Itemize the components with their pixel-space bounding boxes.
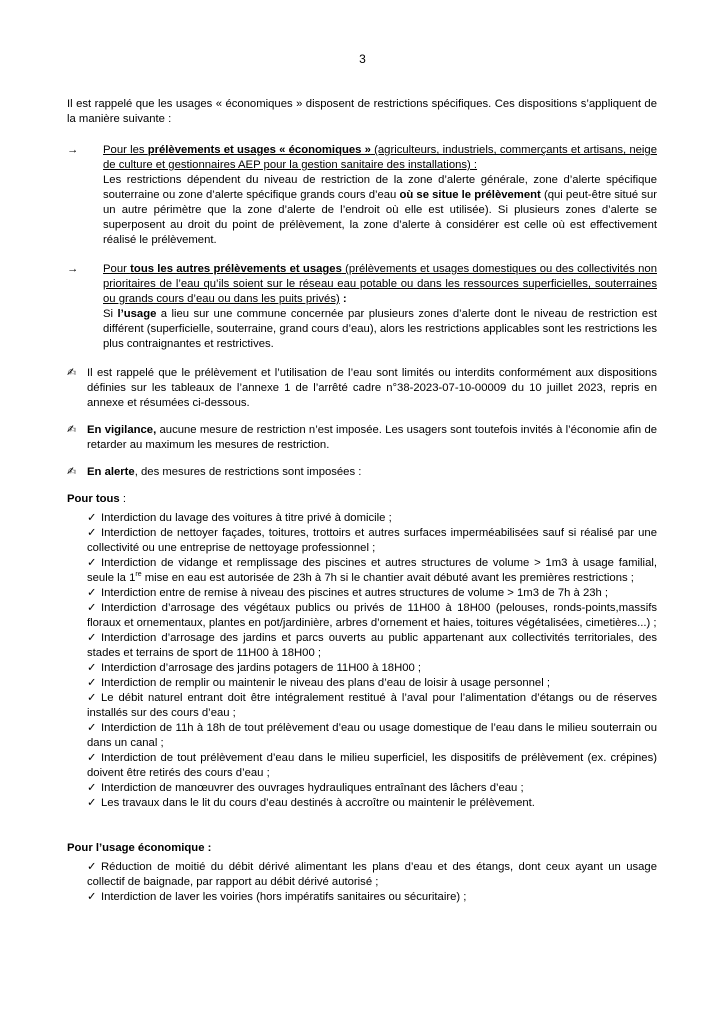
- check-icon: ✓: [87, 527, 97, 539]
- list-item: ✓ Interdiction de 11h à 18h de tout prélèvement d’eau ou usage domestique de l’eau dans le milieu souterrain ou dans un canal ;: [87, 722, 657, 749]
- list-item: ✓ Interdiction d’arrosage des végétaux publics ou privés de 11H00 à 18H00 (pelouses, ronds-points,massifs floraux et ornementaux, plantes en pot/jardinière, arbres d’ornement et haies, toitures végétalisées, cimetières...) ;: [87, 602, 657, 629]
- usage-economique-list: [67, 860, 657, 905]
- alerte-text: , des mesures de restrictions sont imposées :: [134, 466, 362, 478]
- vigilance-text: aucune mesure de restriction n’est imposée. Les usagers sont toutefois invités à l’économie afin de retarder au maximum les mesures de restriction.: [87, 424, 658, 451]
- check-icon: ✓: [87, 677, 97, 689]
- list-item: ✓ Interdiction d’arrosage des jardins potagers de 11H00 à 18H00 ;: [87, 662, 422, 674]
- pour-tous-list: [67, 511, 657, 811]
- other-usage-text: Si l’usage a lieu sur une commune concernée par plusieurs zones d’alerte dont le niveau de restriction est différent (superficielle, souterraine, grand cours d’eau), alors les restrictions applicables sont les restrictions les plus contraignantes et restrictives.: [103, 308, 657, 350]
- economic-usage-text: Les restrictions dépendent du niveau de restriction de la zone d’alerte générale, zone d’alerte spécifique souterraine ou zone d’alerte spécifique grands cours d’eau où se situe le prélèvement (qui peut-être situé sur un autre périmètre que la zone d’alerte de l’endroit où elle est utilisée). Si plusieurs zones d’alerte se superposent au droit du point de prélèvement, la zone d’alerte à considérer est celle où est effectivement réalisé le prélèvement.: [103, 174, 657, 246]
- alerte-label: En alerte: [87, 466, 135, 478]
- alerte-note: [67, 465, 657, 480]
- hand-point-icon: ✍: [67, 466, 77, 478]
- check-icon: ✓: [87, 512, 97, 524]
- other-usage-block: [67, 262, 657, 352]
- arrow-icon: →: [67, 263, 79, 275]
- intro-paragraph: Il est rappelé que les usages « économiques » disposent de restrictions spécifiques. Ces dispositions s’appliquent de la manière suivante :: [67, 98, 657, 125]
- list-item: ✓ Interdiction de laver les voiries (hors impératifs sanitaires ou sécuritaire) ;: [87, 891, 467, 903]
- page-content: [67, 97, 657, 905]
- vigilance-note: [67, 423, 657, 453]
- page-number: 3: [359, 52, 366, 66]
- economic-usage-block: [67, 143, 657, 248]
- list-item: ✓ Le débit naturel entrant doit être intégralement restitué à l’aval pour l’alimentation d’étangs ou de réserves installés sur des cours d’eau ;: [87, 692, 657, 719]
- list-item: ✓ Interdiction de manœuvrer des ouvrages hydrauliques entraînant des lâchers d’eau ;: [87, 782, 524, 794]
- arrete-note: [67, 366, 657, 411]
- check-icon: ✓: [87, 602, 97, 614]
- list-item: ✓ Interdiction du lavage des voitures à titre privé à domicile ;: [87, 512, 392, 524]
- list-item: ✓ Interdiction d’arrosage des jardins et parcs ouverts au public appartenant aux collectivités territoriales, des stades et terrains de sport de 11H00 à 18H00 ;: [87, 632, 657, 659]
- hand-point-icon: ✍: [67, 367, 77, 379]
- check-icon: ✓: [87, 782, 97, 794]
- check-icon: ✓: [87, 632, 97, 644]
- list-item: ✓ Interdiction de tout prélèvement d’eau dans le milieu superficiel, les dispositifs de prélèvement (ex. crépines) doivent être retirés des cours d’eau ;: [87, 752, 657, 779]
- pour-tous-heading: Pour tous :: [67, 493, 126, 505]
- check-icon: ✓: [87, 891, 97, 903]
- check-icon: ✓: [87, 662, 97, 674]
- check-icon: ✓: [87, 557, 97, 569]
- list-item: ✓ Interdiction de remplir ou maintenir le niveau des plans d’eau de loisir à usage personnel ;: [87, 677, 551, 689]
- arrete-note-text: Il est rappelé que le prélèvement et l’utilisation de l’eau sont limités ou interdits conformément aux dispositions définies sur les tableaux de l’annexe 1 de l’arrêté cadre n°38-2023-07-10-00009 du 10 juillet 2023, repris en annexe et résumées ci-dessous.: [87, 367, 657, 409]
- usage-economique-heading: Pour l’usage économique :: [67, 842, 212, 854]
- check-icon: ✓: [87, 722, 97, 734]
- arrow-icon: →: [67, 144, 79, 156]
- list-item: ✓ Interdiction de vidange et remplissage des piscines et autres structures de volume > 1m3 à usage familial, seule la 1re mise en eau est autorisée de 23h à 7h si le chantier avait débuté avant les premières restrictions ;: [87, 557, 657, 584]
- other-usage-heading: Pour tous les autres prélèvements et usages (prélèvements et usages domestiques ou des collectivités non prioritaires de l’eau qu’ils soient sur le réseau eau potable ou dans les ressources superficielles, souterraines ou grands cours d’eau ou dans les puits privés) :: [103, 263, 657, 305]
- check-icon: ✓: [87, 692, 97, 704]
- check-icon: ✓: [87, 797, 97, 809]
- check-icon: ✓: [87, 587, 97, 599]
- list-item: ✓ Interdiction de nettoyer façades, toitures, trottoirs et autres surfaces imperméabilisées sauf si réalisé par une collectivité ou une entreprise de nettoyage professionnel ;: [87, 527, 657, 554]
- economic-usage-heading: Pour les prélèvements et usages « économiques » (agriculteurs, industriels, commerçants et artisans, neige de culture et gestionnaires AEP pour la gestion sanitaire des installations) :: [103, 144, 657, 171]
- check-icon: ✓: [87, 752, 97, 764]
- vigilance-label: En vigilance,: [87, 424, 157, 436]
- list-item: ✓ Réduction de moitié du débit dérivé alimentant les plans d’eau et des étangs, dont ceux ayant un usage collectif de baignade, par rapport au débit dérivé autorisé ;: [87, 861, 657, 888]
- list-item: ✓ Les travaux dans le lit du cours d’eau destinés à accroître ou maintenir le prélèvement.: [87, 797, 535, 809]
- check-icon: ✓: [87, 861, 97, 873]
- hand-point-icon: ✍: [67, 424, 77, 436]
- list-item: ✓ Interdiction entre de remise à niveau des piscines et autres structures de volume > 1m3 de 7h à 23h ;: [87, 587, 609, 599]
